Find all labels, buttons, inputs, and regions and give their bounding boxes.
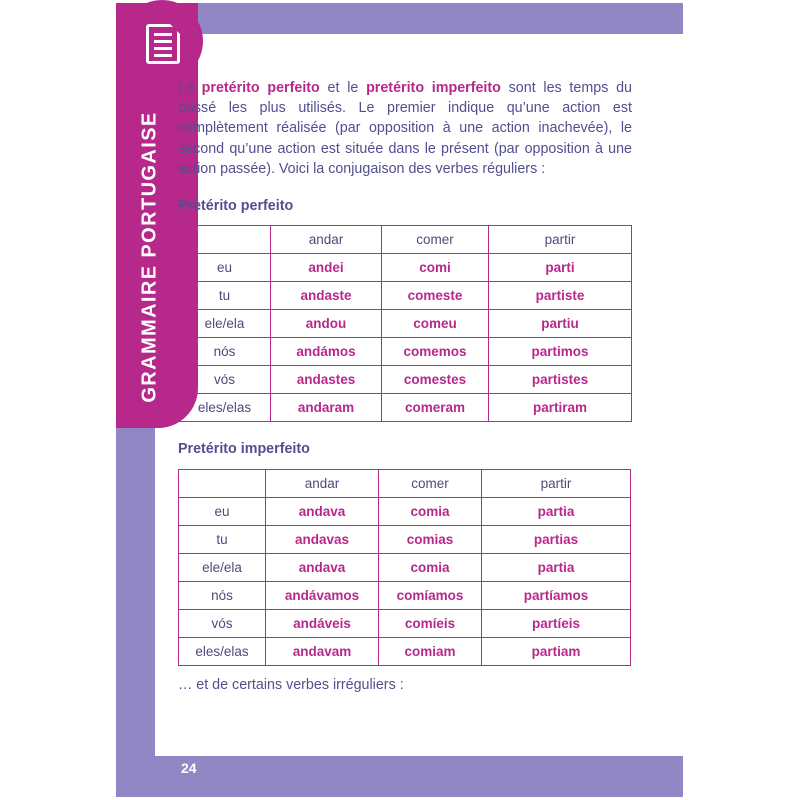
header-cell-verb: andar bbox=[271, 226, 382, 254]
pronoun-cell: nós bbox=[179, 338, 271, 366]
conjugated-form-cell: andou bbox=[271, 310, 382, 338]
table-row bbox=[179, 638, 631, 666]
sidebar-title: GRAMMAIRE PORTUGAISE bbox=[138, 111, 161, 403]
table-row bbox=[179, 338, 632, 366]
conjugated-form-cell: comeste bbox=[382, 282, 489, 310]
conjugated-form-cell: andastes bbox=[271, 366, 382, 394]
pronoun-cell: eles/elas bbox=[179, 394, 271, 422]
table-row bbox=[179, 582, 631, 610]
conjugated-form-cell: partimos bbox=[489, 338, 632, 366]
table-row bbox=[179, 282, 632, 310]
conjugated-form-cell: partiam bbox=[482, 638, 631, 666]
conjugated-form-cell: partíamos bbox=[482, 582, 631, 610]
pronoun-cell: tu bbox=[179, 526, 266, 554]
conjugated-form-cell: comeu bbox=[382, 310, 489, 338]
section-title-perfeito: Pretérito perfeito bbox=[178, 198, 294, 214]
conjugated-form-cell: partíeis bbox=[482, 610, 631, 638]
intro-text: et le bbox=[319, 80, 367, 96]
conjugated-form-cell: comiam bbox=[379, 638, 482, 666]
closing-text: … et de certains verbes irréguliers : bbox=[178, 677, 404, 693]
conjugated-form-cell: partiste bbox=[489, 282, 632, 310]
pronoun-cell: ele/ela bbox=[179, 310, 271, 338]
intro-text: Le bbox=[178, 80, 202, 96]
pronoun-cell: nós bbox=[179, 582, 266, 610]
header-cell-verb: partir bbox=[482, 470, 631, 498]
conjugated-form-cell: andei bbox=[271, 254, 382, 282]
conjugated-form-cell: andaste bbox=[271, 282, 382, 310]
conjugated-form-cell: andava bbox=[266, 498, 379, 526]
header-cell-empty bbox=[179, 470, 266, 498]
conjugated-form-cell: comemos bbox=[382, 338, 489, 366]
conjugated-form-cell: andava bbox=[266, 554, 379, 582]
term-imperfeito: pretérito imperfeito bbox=[366, 80, 501, 96]
conjugation-table-imperfeito bbox=[178, 469, 631, 666]
term-perfeito: pretérito perfeito bbox=[201, 80, 320, 96]
pronoun-cell: eu bbox=[179, 498, 266, 526]
table-row bbox=[179, 610, 631, 638]
conjugated-form-cell: comíeis bbox=[379, 610, 482, 638]
conjugated-form-cell: comi bbox=[382, 254, 489, 282]
pronoun-cell: ele/ela bbox=[179, 554, 266, 582]
conjugated-form-cell: parti bbox=[489, 254, 632, 282]
conjugated-form-cell: comias bbox=[379, 526, 482, 554]
header-cell-verb: comer bbox=[382, 226, 489, 254]
header-cell-verb: comer bbox=[379, 470, 482, 498]
pronoun-cell: vós bbox=[179, 366, 271, 394]
conjugated-form-cell: andámos bbox=[271, 338, 382, 366]
pronoun-cell: vós bbox=[179, 610, 266, 638]
table-row bbox=[179, 498, 631, 526]
table-row bbox=[179, 554, 631, 582]
conjugated-form-cell: andaram bbox=[271, 394, 382, 422]
header-cell-verb: andar bbox=[266, 470, 379, 498]
conjugated-form-cell: partias bbox=[482, 526, 631, 554]
conjugated-form-cell: andáveis bbox=[266, 610, 379, 638]
pronoun-cell: eles/elas bbox=[179, 638, 266, 666]
conjugated-form-cell: partiu bbox=[489, 310, 632, 338]
table-row bbox=[179, 526, 631, 554]
conjugated-form-cell: partia bbox=[482, 498, 631, 526]
conjugated-form-cell: andavas bbox=[266, 526, 379, 554]
pronoun-cell: tu bbox=[179, 282, 271, 310]
intro-text: sont les temps du passé les plus utilisés. Le premier indique qu’une action est complètement réalisée (par opposition à une action inachevée), le second qu’une action est située dans le présent (par opposition à une action passée). Voici la conjugaison des verbes réguliers : bbox=[178, 80, 632, 177]
intro-paragraph bbox=[178, 78, 632, 179]
conjugated-form-cell: andávamos bbox=[266, 582, 379, 610]
footer-band bbox=[116, 756, 683, 797]
table-row bbox=[179, 366, 632, 394]
conjugated-form-cell: comíamos bbox=[379, 582, 482, 610]
table-row bbox=[179, 254, 632, 282]
conjugated-form-cell: comeram bbox=[382, 394, 489, 422]
conjugated-form-cell: andavam bbox=[266, 638, 379, 666]
table-row bbox=[179, 394, 632, 422]
header-cell-empty bbox=[179, 226, 271, 254]
conjugated-form-cell: partiram bbox=[489, 394, 632, 422]
conjugated-form-cell: comia bbox=[379, 554, 482, 582]
table-row bbox=[179, 310, 632, 338]
table-header-row bbox=[179, 226, 632, 254]
conjugated-form-cell: partia bbox=[482, 554, 631, 582]
conjugation-table-perfeito bbox=[178, 225, 632, 422]
conjugated-form-cell: comestes bbox=[382, 366, 489, 394]
section-title-imperfeito: Pretérito imperfeito bbox=[178, 441, 310, 457]
pronoun-cell: eu bbox=[179, 254, 271, 282]
header-cell-verb: partir bbox=[489, 226, 632, 254]
conjugated-form-cell: comia bbox=[379, 498, 482, 526]
page-number: 24 bbox=[181, 760, 197, 776]
table-header-row bbox=[179, 470, 631, 498]
document-icon bbox=[146, 24, 180, 64]
conjugated-form-cell: partistes bbox=[489, 366, 632, 394]
